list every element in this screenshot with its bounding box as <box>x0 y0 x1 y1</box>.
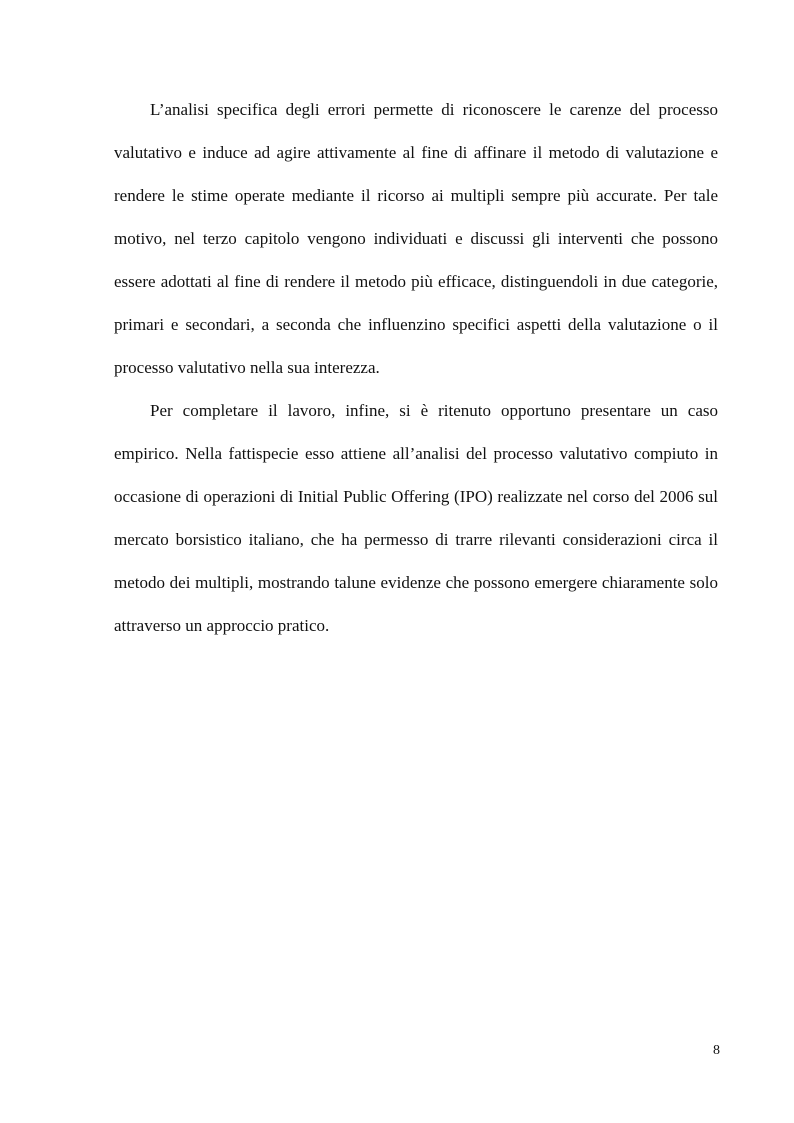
body-text <box>114 88 718 647</box>
paragraph-2: Per completare il lavoro, infine, si è ritenuto opportuno presentare un caso empirico. Nella fattispecie esso attiene all’analisi del processo valutativo compiuto in occasione di operazioni di Initial Public Offering (IPO) realizzate nel corso del 2006 sul mercato borsistico italiano, che ha permesso di trarre rilevanti considerazioni circa il metodo dei multipli, mostrando talune evidenze che possono emergere chiaramente solo attraverso un approccio pratico. <box>114 401 718 635</box>
page-number: 8 <box>713 1043 720 1058</box>
paragraph-1: L’analisi specifica degli errori permette di riconoscere le carenze del processo valutativo e induce ad agire attivamente al fine di affinare il metodo di valutazione e rendere le stime operate mediante il ricorso ai multipli sempre più accurate. Per tale motivo, nel terzo capitolo vengono individuati e discussi gli interventi che possono essere adottati al fine di rendere il metodo più efficace, distinguendoli in due categorie, primari e secondari, a seconda che influenzino specifici aspetti della valutazione o il processo valutativo nella sua interezza. <box>114 100 718 377</box>
